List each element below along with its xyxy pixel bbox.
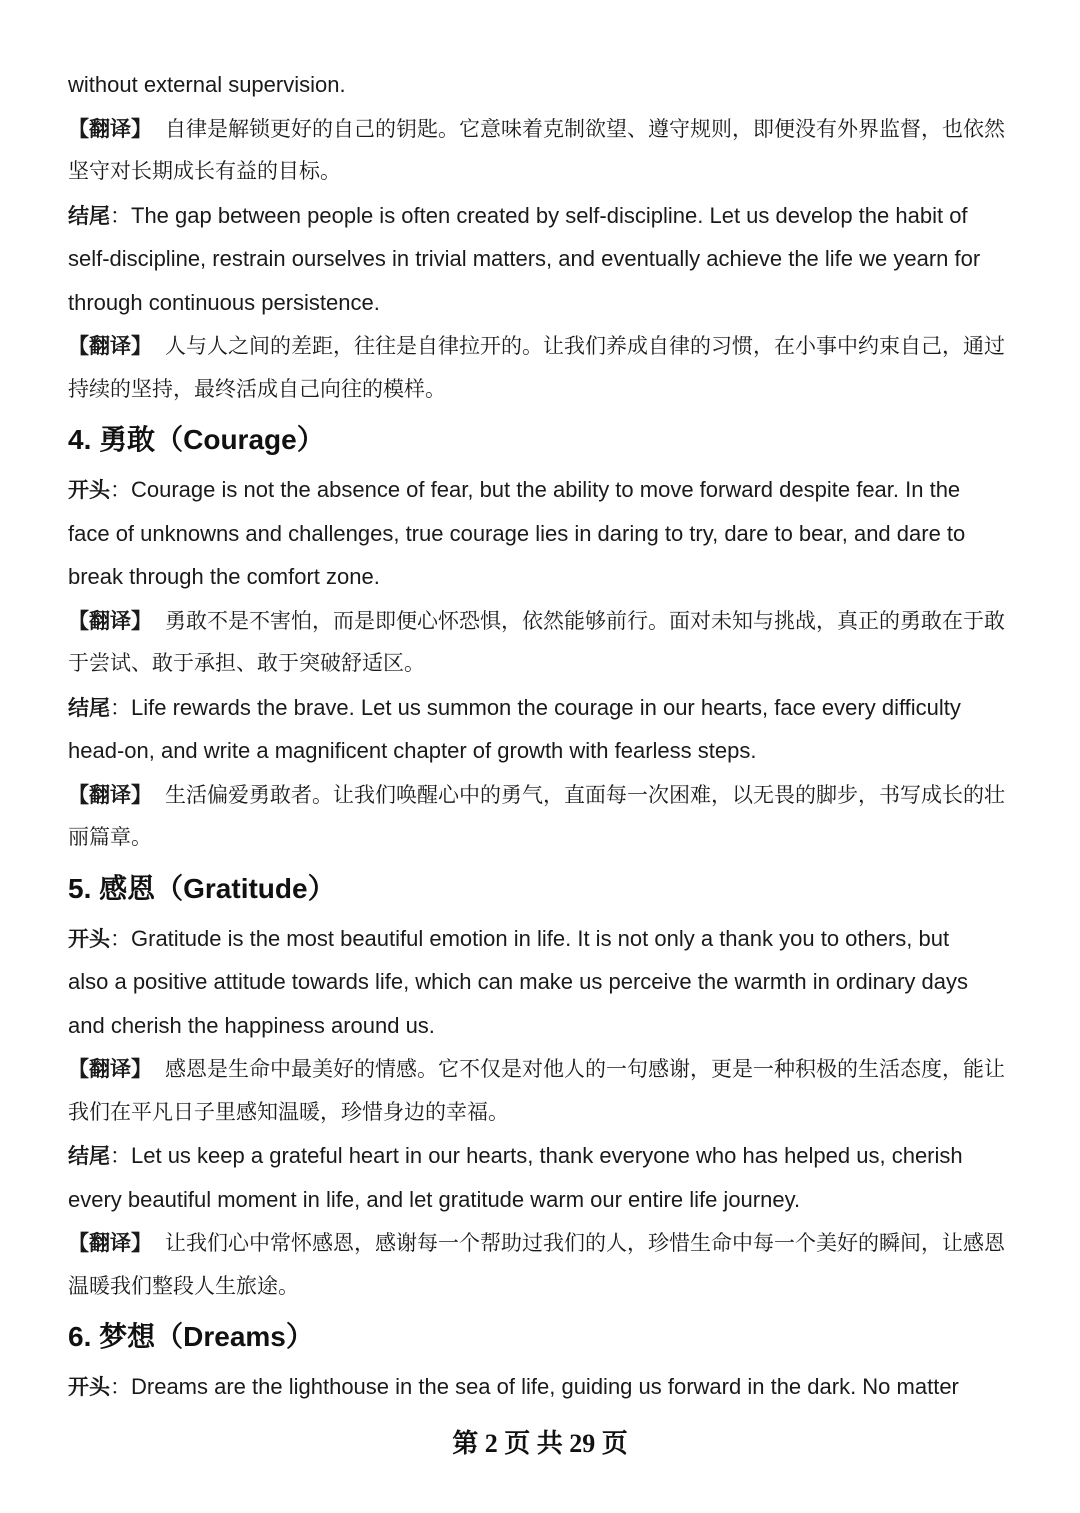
translation-line: 丽篇章。 [68,826,152,849]
translation-line: 我们在平凡日子里感知温暖，珍惜身边的幸福。 [68,1100,509,1124]
translation-line: 温暖我们整段人生旅途。 [68,1274,299,1298]
opening-label: 开头 [68,1376,110,1399]
opening-text: Gratitude is the most beautiful emotion in life. It is not only a thank you to others, but [131,925,950,951]
ending-line [68,686,1058,730]
ending-line [68,194,1058,238]
translation-line [68,1047,1058,1091]
translation-text: 勇敢不是不害怕，而是即便心怀恐惧，依然能够前行。面对未知与挑战，真正的勇敢在于敢 [165,609,1005,633]
ending-text: Life rewards the brave. Let us summon the courage in our hearts, face every difficulty [131,694,961,720]
opening-line [68,917,1058,961]
section-heading: 4. 勇敢（Courage） [68,424,325,455]
opening-line [68,1365,1058,1409]
translation-label: 【翻译】 [68,335,152,358]
paragraph-line: through continuous persistence. [68,289,380,315]
translation-line: 持续的坚持，最终活成自己向往的模样。 [68,377,446,401]
section-heading: 6. 梦想（Dreams） [68,1321,314,1352]
translation-label: 【翻译】 [68,783,152,807]
ending-label: 结尾 [68,696,110,720]
translation-text: 感恩是生命中最美好的情感。它不仅是对他人的一句感谢，更是一种积极的生活态度，能让 [165,1058,1005,1081]
label-separator: ： [110,927,131,951]
document-body [68,63,1058,1409]
translation-label: 【翻译】 [68,609,152,633]
translation-text: 让我们心中常怀感恩，感谢每一个帮助过我们的人，珍惜生命中每一个美好的瞬间，让感恩 [165,1232,1005,1255]
label-separator: ： [110,1145,131,1168]
paragraph-line: self-discipline, restrain ourselves in trivial matters, and eventually achieve the life we yearn for [68,246,981,271]
opening-line [68,468,1058,512]
translation-label: 【翻译】 [68,1058,152,1081]
translation-line: 坚守对长期成长有益的目标。 [68,160,341,183]
opening-text: Dreams are the lighthouse in the sea of life, guiding us forward in the dark. No matter [131,1374,959,1399]
paragraph-line: every beautiful moment in life, and let gratitude warm our entire life journey. [68,1186,801,1212]
paragraph-line: and cherish the happiness around us. [68,1012,435,1038]
label-separator: ： [110,696,131,720]
translation-line: 于尝试、敢于承担、敢于突破舒适区。 [68,652,425,675]
translation-label: 【翻译】 [68,117,152,141]
translation-line [68,599,1058,643]
label-separator: ： [110,204,131,228]
translation-line [68,1221,1058,1265]
ending-line [68,1134,1058,1178]
section-heading: 5. 感恩（Gratitude） [68,872,336,904]
paragraph-line: head-on, and write a magnificent chapter of growth with fearless steps. [68,738,757,763]
opening-label: 开头 [68,927,110,951]
translation-text: 生活偏爱勇敢者。让我们唤醒心中的勇气，直面每一次困难，以无畏的脚步，书写成长的壮 [165,783,1005,807]
translation-label: 【翻译】 [68,1232,152,1255]
label-separator: ： [110,479,131,502]
ending-text: Let us keep a grateful heart in our hearts, thank everyone who has helped us, cherish [131,1143,963,1168]
translation-text: 人与人之间的差距，往往是自律拉开的。让我们养成自律的习惯，在小事中约束自己，通过 [165,335,1005,358]
ending-label: 结尾 [68,204,110,228]
paragraph-line: break through the comfort zone. [68,564,380,589]
ending-label: 结尾 [68,1145,110,1168]
paragraph-line: face of unknowns and challenges, true courage lies in daring to try, dare to bear, and dare to [68,520,966,546]
translation-line [68,773,1058,817]
opening-text: Courage is not the absence of fear, but the ability to move forward despite fear. In the [131,477,961,502]
translation-line [68,324,1058,368]
paragraph-line: also a positive attitude towards life, which can make us perceive the warmth in ordinary days [68,969,968,994]
page-footer: 第 2 页 共 29 页 [452,1429,628,1458]
ending-text: The gap between people is often created by self-discipline. Let us develop the habit of [131,202,968,228]
label-separator: ： [110,1376,131,1399]
translation-text: 自律是解锁更好的自己的钥匙。它意味着克制欲望、遵守规则，即便没有外界监督，也依然 [165,117,1005,141]
translation-line [68,107,1058,151]
paragraph-line: without external supervision. [68,72,346,97]
opening-label: 开头 [68,479,110,502]
